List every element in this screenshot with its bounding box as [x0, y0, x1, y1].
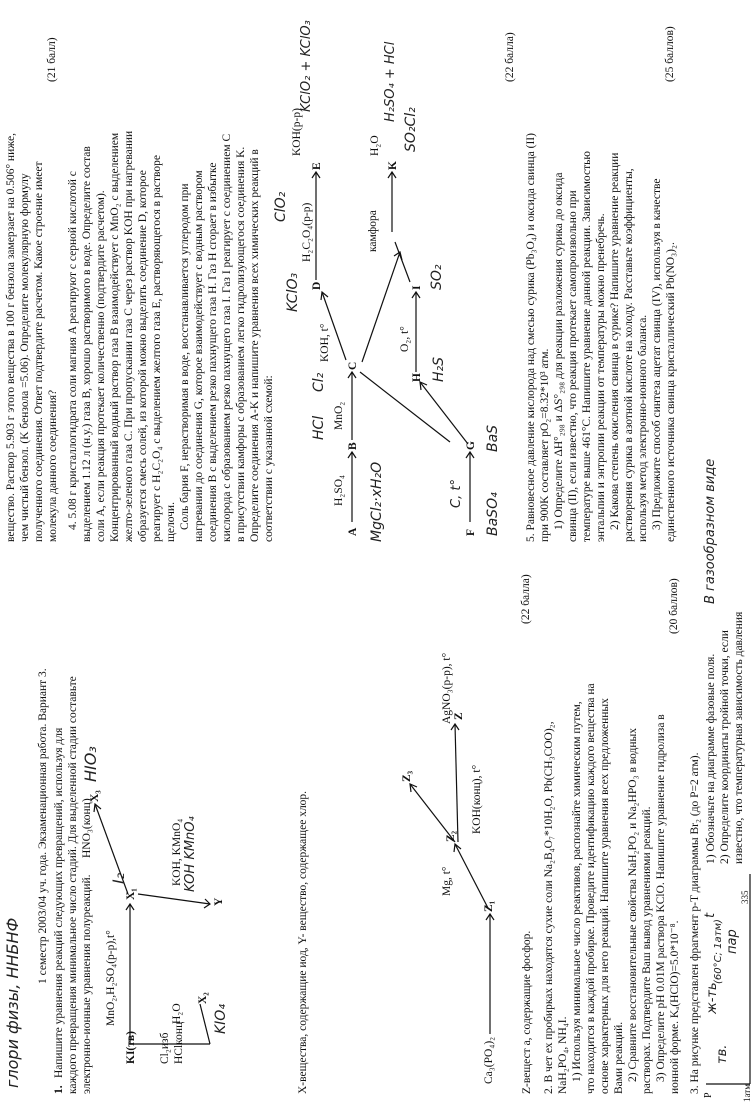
hand-h2so4: H₂SO₄ + HCl	[383, 41, 398, 122]
hand-a: MgCl₂·xH₂O	[369, 461, 385, 542]
scheme3-koh-e: KOH(р-р)	[291, 108, 303, 156]
points-q2: (20 баллов)	[668, 578, 680, 634]
q5-line: 3) Предложите способ синтеза ацетат свинца (IV), используя в качестве	[651, 178, 663, 530]
hand-e2: KClO₂ + KClO₃	[299, 20, 314, 112]
scheme3-h: H	[411, 373, 423, 382]
q4-line: желто-зеленого газа C. При пропускании газа C через раствор KOH при нагревании	[123, 130, 135, 542]
compound-x2: X₂	[197, 992, 209, 1004]
q5-line: свинца (II), если известно, что реакция протекает самопроизвольно при	[567, 190, 579, 542]
hand-i: SO₂	[429, 264, 445, 290]
x-note: X-вещества, содержащие иод, Y- вещество, содержащее хлор.	[297, 790, 309, 1094]
q2-line: растворах. Подтвердите Ваш вывод уравнениями реакций.	[641, 806, 653, 1094]
q2-line: Вами реакций.	[613, 1021, 625, 1094]
q5-line: энтальпии и энтропии реакции от температуры можно пренебречь.	[595, 213, 607, 542]
scheme3-d: D	[311, 281, 323, 290]
hand-t: t	[703, 912, 718, 918]
reagent-hno3: HNO₃(конц)	[81, 798, 93, 858]
hand-phase1: тв.	[715, 1044, 730, 1064]
q3-line: 1) Обозначьте на диаграмме фазовые поля.	[705, 653, 717, 864]
q4-line: соединения B с выделением резко пахнущего газа H. Газ H сгорает в избытке	[207, 162, 219, 542]
q4-line: в присутствии камфоры с образованием легко гидролизующегося соединения K.	[235, 146, 247, 542]
q5-line: 1) Определите ΔH°₂₉₈ и ΔS°₂₉₈ для реакции разложения сурика до оксида	[553, 172, 565, 530]
q5-line: 2) Какова степень окисления свинца в сурике? Напишите уравнение реакции	[609, 152, 621, 530]
hand-hio3: HIO₃	[81, 746, 100, 782]
hand-q3: В газообразном виде	[703, 458, 718, 604]
hand-h: H₂S	[431, 356, 447, 382]
hand-i2: I₂	[109, 872, 128, 884]
reagent-hcl: HClконц	[173, 1021, 185, 1064]
q2-line: ионной форме. Kₐ(HClO)=5.0*10⁻⁸.	[669, 920, 681, 1094]
top-line: вещество. Раствор 5.903 г этого вещества в 100 г бензола замерзает на 0.506° ниже,	[5, 132, 17, 542]
hand-point: (60°C; 1атм)	[713, 919, 724, 984]
scheme3-o2: O₂, t°	[399, 326, 411, 352]
scheme3-h2so4: H₂SO₄	[333, 474, 345, 506]
hand-g: BaS	[485, 424, 501, 452]
q4-line: Соль бария F, нерастворимая в воде, восстанавливается углеродом при	[179, 183, 191, 530]
scheme3-g: G	[465, 441, 477, 450]
reagent-agno3: AgNO₃(р-р), t°	[441, 652, 453, 724]
scheme3-e: E	[311, 162, 323, 170]
scheme3-f: F	[465, 528, 477, 536]
scheme3-i: I	[411, 285, 423, 290]
q5-line: используя метод электронно-ионного баланса.	[637, 314, 649, 542]
compound-ki: KI(тв)	[125, 1031, 137, 1064]
top-line: молекула данного соединения?	[47, 389, 59, 542]
reagent-mno2: MnO₂,H₂SO₄(р-р),t°	[105, 930, 117, 1026]
q1-line: каждого превращения минимальное число стадий. Для выделенной стадии составьте	[67, 676, 79, 1094]
reagent-mg: Mg, t°	[441, 866, 453, 896]
compound-ca3po4: Ca₃(PO₄)₂	[483, 1036, 495, 1084]
q3-intro: 3. На рисунке представлен фрагмент p-T диаграммы Br₂ (до P=2 атм).	[689, 752, 701, 1094]
q5-line: 5. Равновесное давление кислорода над смесью сурика (Pb₃O₄) и оксида свинца (II)	[525, 133, 537, 542]
hand-e: ClO₂	[273, 191, 289, 222]
reagent-cl2: Cl₂изб	[159, 1032, 171, 1064]
compound-z3: Z₃	[401, 770, 413, 782]
q4-line: Определите соединения A-K и напишите уравнения всех химических реакций в	[249, 149, 261, 542]
q4-line: Концентрированный водный раствор газа B взаимодействует с MnO₂ с выделением	[109, 132, 121, 542]
hand-koh-kmno4: KOH KMnO₄	[183, 816, 198, 892]
q4-line: кислорода с образованием резко пахнущего газа I. Газ I реагирует с соединением C	[221, 133, 233, 542]
diagram-p-label: P	[703, 1092, 714, 1098]
compound-z1: Z₁	[483, 900, 495, 912]
q2-line: что находится в каждой пробирке. Проведите идентификацию каждого вещества на	[585, 683, 597, 1094]
scheme3-h2c2o4: H₂C₂O₄(р-р)	[301, 202, 313, 262]
q2-line: 1) Используя минимальное число реактивов, распознайте химическим путем,	[571, 701, 583, 1082]
q2-line: 2. В чет ех пробирках находятся сухие соли Na₂B₄O₇*10H₂O, Pb(CH₃COO)₂,	[543, 721, 555, 1094]
hand-f: BaSO₄	[485, 492, 501, 536]
scheme3-kamfora: камфора	[367, 210, 379, 252]
scheme3-h2o: H₂O	[369, 135, 381, 156]
q3-block	[0, 552, 755, 1104]
points-q1: (22 балла)	[520, 574, 532, 624]
hand-k: SO₂Cl₂	[403, 107, 419, 152]
q4-line: щелочи.	[165, 502, 177, 542]
q3-line: известно, что температурная зависимость давления	[733, 611, 745, 864]
q2-line: NaH₂PO₄, NH₄I.	[557, 1016, 569, 1094]
hand-d: KClO₃	[285, 272, 301, 312]
scheme3-c: C	[347, 361, 359, 370]
compound-z: Z	[453, 712, 465, 720]
scheme3-koh: KOH, t°	[319, 323, 331, 362]
hand-phase3: пар	[725, 929, 740, 954]
compound-x3: X₃	[89, 790, 101, 802]
diagram-t-label: 335	[740, 890, 750, 904]
reagent-koh: KOH(конц), t°	[471, 764, 483, 834]
points-q3: (21 балл)	[46, 37, 58, 82]
scheme3-k: K	[387, 161, 399, 170]
hand-c: Cl₂	[311, 372, 327, 392]
compound-x1: X₁	[125, 888, 137, 900]
z-note: Z-вещест а, содержащие фосфор.	[521, 930, 533, 1094]
scheme3-mno2: MnO₂	[333, 401, 345, 430]
hand-phase2: ж-ть	[705, 982, 720, 1014]
q1-line: электронно-ионные уравнения полуреакций.	[81, 874, 93, 1094]
reagent-koh-kmno4: KOH, KMnO₄	[171, 818, 183, 886]
q5-line: температуре выше 461°C. Напишите уравнение данной реакции. Зависимостью	[581, 151, 593, 542]
hand-kio4: KIO₄	[213, 1004, 229, 1034]
q1-number: 1.	[53, 1085, 65, 1094]
q5-line: при 900K составляет pO₂=8.32*10³ атм.	[539, 348, 551, 542]
top-line: чем чистый бензол. (K бензола =5.06). Определите молекулярную формулу	[19, 173, 31, 542]
compound-y: Y	[213, 897, 225, 906]
q4-line: 4. 5.08 г кристаллогидрата соли магния A реагируют с серной кислотой с	[67, 171, 79, 530]
scheme3-a: A	[347, 527, 359, 536]
q2-line: основе характерных для него реакций. Напишите уравнения всех предложенных	[599, 698, 611, 1094]
q4-line: соли A, если реакция протекает количественно (подтвердите расчетом).	[95, 190, 107, 542]
q4-line: образуется смесь солей, из которой можно выделить соединение D, которое	[137, 170, 149, 542]
exam-header: 1 семестр 2003/04 уч. года. Экзаменационная работа. Вариант 3.	[37, 668, 49, 984]
points-q5: (25 баллов)	[664, 26, 676, 82]
pt-diagram	[0, 552, 755, 1104]
q4-line: нагревании до соединения G, которое взаимодействует с водным раствором	[193, 170, 205, 542]
hand-ct: C, t°	[449, 479, 464, 508]
q1-line: Напишите уравнения реакций следующих превращений, используя для	[53, 727, 65, 1078]
q5-line: растворения сурика в азотной кислоте на холоду. Расставьте коэффициенты,	[623, 168, 635, 542]
points-q4: (22 балла)	[504, 32, 516, 82]
reagent-h2o: H₂O	[171, 1003, 183, 1024]
q4-line: соответствии с указанной схемой:	[263, 375, 275, 542]
hand-b: HCl	[311, 415, 327, 440]
diagram-atm-label: 1атм	[742, 1084, 752, 1102]
handwriting-top: глори физы, ННБНФ	[3, 917, 22, 1088]
q4-line: выделением 1.12 л (н.у.) газа B, хорошо растворимого в воде. Определите состав	[81, 146, 93, 542]
compound-z2: Z₂	[445, 830, 457, 842]
top-line: полученного соединения. Ответ подтвердите расчетом. Какое строение имеет	[33, 161, 45, 542]
q2-line: 2) Сравните восстановительные свойства NaH₂PO₂ и Na₂HPO₃ в водных	[627, 727, 639, 1082]
q3-line: 2) Определите координаты тройной точки, если	[719, 630, 731, 864]
q2-line: 3) Определите pH 0.01M раствора KClO. Напишите уравнение гидролиза в	[655, 714, 667, 1082]
q5-line: единственного источника свинца кристаллический Pb(NO₃)₂.	[665, 242, 677, 542]
scheme3-b: B	[347, 442, 359, 450]
q4-line: реагирует с H₂C₂O₄ с выделением желтого газа E, растворяющегося в растворе	[151, 155, 163, 542]
